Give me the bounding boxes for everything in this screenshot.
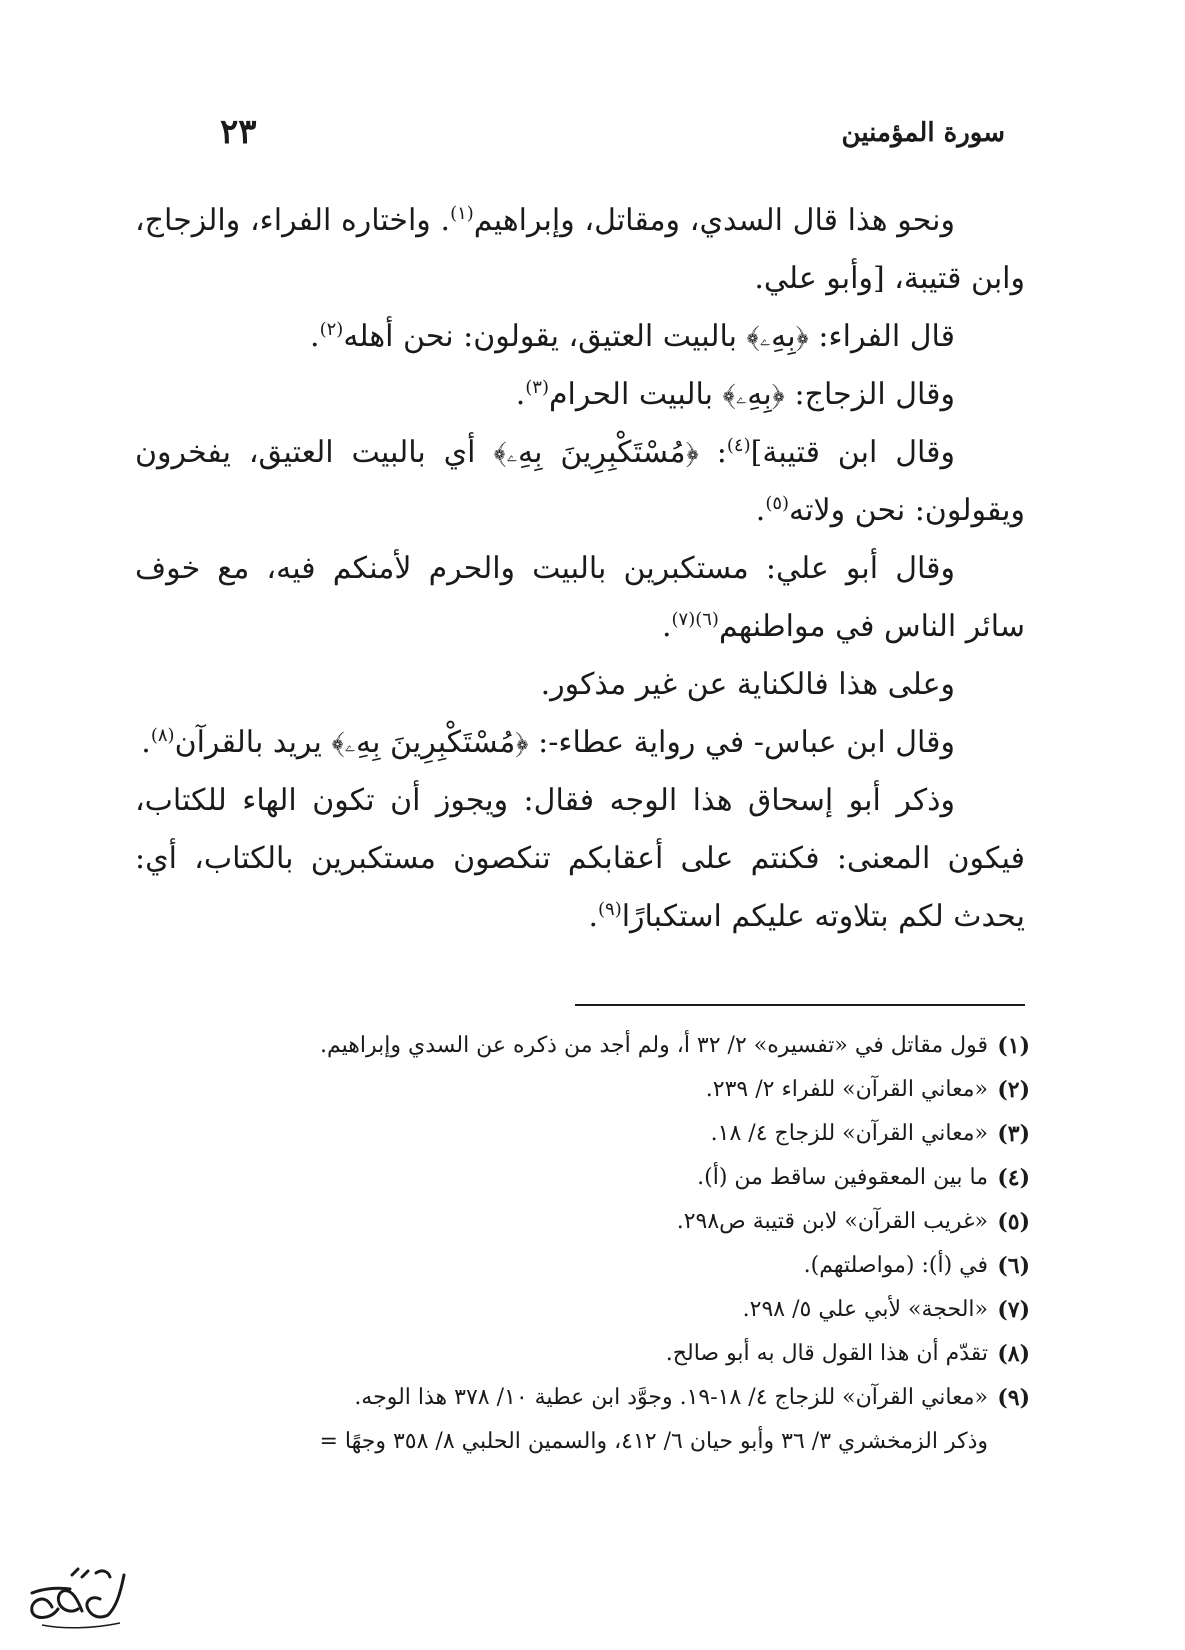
paragraph: وقال ابن قتيبة]$^{(٤)}$: ﴿مُسْتَكْبِرِينَ بِهِۦ﴾ أي بالبيت العتيق، يفخرون ويقولون: نحن ولاته$^{(٥)}$. bbox=[135, 435, 1025, 528]
footnote-number: (٩) bbox=[997, 1385, 1030, 1411]
footnote-divider bbox=[575, 1004, 1025, 1006]
footnote-text: «معاني القرآن» للفراء ٢/ ٢٣٩. bbox=[705, 1077, 988, 1102]
footnote-text: تقدّم أن هذا القول قال به أبو صالح. bbox=[665, 1341, 988, 1366]
footnote bbox=[150, 1024, 1030, 1068]
footnote bbox=[150, 1068, 1030, 1112]
page-number: ٢٣ bbox=[220, 112, 257, 152]
footnote-text: «معاني القرآن» للزجاج ٤/ ١٨-١٩. وجوَّد ابن عطية ١٠/ ٣٧٨ هذا الوجه. bbox=[354, 1385, 988, 1410]
footnote-text: «غريب القرآن» لابن قتيبة ص٢٩٨. bbox=[676, 1209, 988, 1234]
paragraph: وذكر أبو إسحاق هذا الوجه فقال: ويجوز أن تكون الهاء للكتاب، فيكون المعنى: فكنتم على أعقابكم تنكصون مستكبرين بالكتاب، أي: يحدث لكم بتلاوته عليكم استكبارًا$^{(٩)}$. bbox=[135, 783, 1025, 934]
footnote-text: وذكر الزمخشري ٣/ ٣٦ وأبو حيان ٦/ ٤١٢، والسمين الحلبي ٨/ ٣٥٨ وجهًا = bbox=[319, 1429, 988, 1454]
footnote-ref[interactable]: (٤) bbox=[726, 435, 751, 456]
footnote-number: (٦) bbox=[997, 1253, 1030, 1279]
footnotes bbox=[150, 1024, 1030, 1464]
calligraphy-logo-icon bbox=[12, 1545, 142, 1635]
footnote-number: (٨) bbox=[997, 1341, 1030, 1367]
footnote bbox=[150, 1332, 1030, 1376]
footnote-number: (١) bbox=[997, 1033, 1030, 1059]
paragraph: وقال أبو علي: مستكبرين بالبيت والحرم لأمنكم فيه، مع خوف سائر الناس في مواطنهم$^{(٦)(٧)}$. bbox=[135, 551, 1025, 644]
footnote-ref[interactable]: (٨) bbox=[150, 725, 175, 746]
footnote-text: قول مقاتل في «تفسيره» ٢/ ٣٢ أ، ولم أجد من ذكره عن السدي وإبراهيم. bbox=[320, 1033, 988, 1058]
footnote-ref[interactable]: (١) bbox=[450, 203, 474, 224]
footnote-ref[interactable]: (٢) bbox=[319, 319, 344, 340]
running-title: سورة المؤمنين bbox=[841, 118, 1005, 148]
footnote-ref[interactable]: (٩) bbox=[597, 899, 622, 920]
footnote-continuation bbox=[150, 1420, 1030, 1464]
footnote bbox=[150, 1156, 1030, 1200]
footnote bbox=[150, 1244, 1030, 1288]
footnote bbox=[150, 1376, 1030, 1420]
footnote-number: (٥) bbox=[997, 1209, 1030, 1235]
footnote bbox=[150, 1200, 1030, 1244]
footnote-text: «معاني القرآن» للزجاج ٤/ ١٨. bbox=[710, 1121, 988, 1146]
page-header bbox=[200, 112, 1005, 162]
footnote-ref[interactable]: (٦)(٧) bbox=[671, 609, 719, 630]
footnote-ref[interactable]: (٣) bbox=[525, 377, 549, 398]
footnote bbox=[150, 1112, 1030, 1156]
main-text bbox=[135, 192, 1025, 946]
paragraph: ونحو هذا قال السدي، ومقاتل، وإبراهيم$^{(١)}$. واختاره الفراء، والزجاج، وابن قتيبة، [وأبو علي. bbox=[135, 203, 1025, 296]
footnote-ref[interactable]: (٥) bbox=[765, 493, 790, 514]
footnote-text: ما بين المعقوفين ساقط من (أ). bbox=[697, 1165, 988, 1190]
publisher-logo bbox=[12, 1545, 142, 1635]
footnote-number: (٤) bbox=[997, 1165, 1030, 1191]
footnote-number: (٧) bbox=[997, 1297, 1030, 1323]
paragraph: قال الفراء: ﴿بِهِۦ﴾ بالبيت العتيق، يقولون: نحن أهله$^{(٢)}$. bbox=[310, 319, 955, 354]
footnote-number: (٣) bbox=[997, 1121, 1030, 1147]
paragraph: وقال ابن عباس- في رواية عطاء-: ﴿مُسْتَكْبِرِينَ بِهِۦ﴾ يريد بالقرآن$^{(٨)}$. bbox=[141, 725, 955, 760]
footnote-number: (٢) bbox=[997, 1077, 1030, 1103]
footnote-text: في (أ): (مواصلتهم). bbox=[803, 1253, 988, 1278]
footnote bbox=[150, 1288, 1030, 1332]
paragraph: وقال الزجاج: ﴿بِهِۦ﴾ بالبيت الحرام$^{(٣)}$. bbox=[515, 377, 955, 412]
paragraph: وعلى هذا فالكناية عن غير مذكور. bbox=[540, 667, 955, 702]
footnote-text: «الحجة» لأبي علي ٥/ ٢٩٨. bbox=[742, 1297, 988, 1322]
